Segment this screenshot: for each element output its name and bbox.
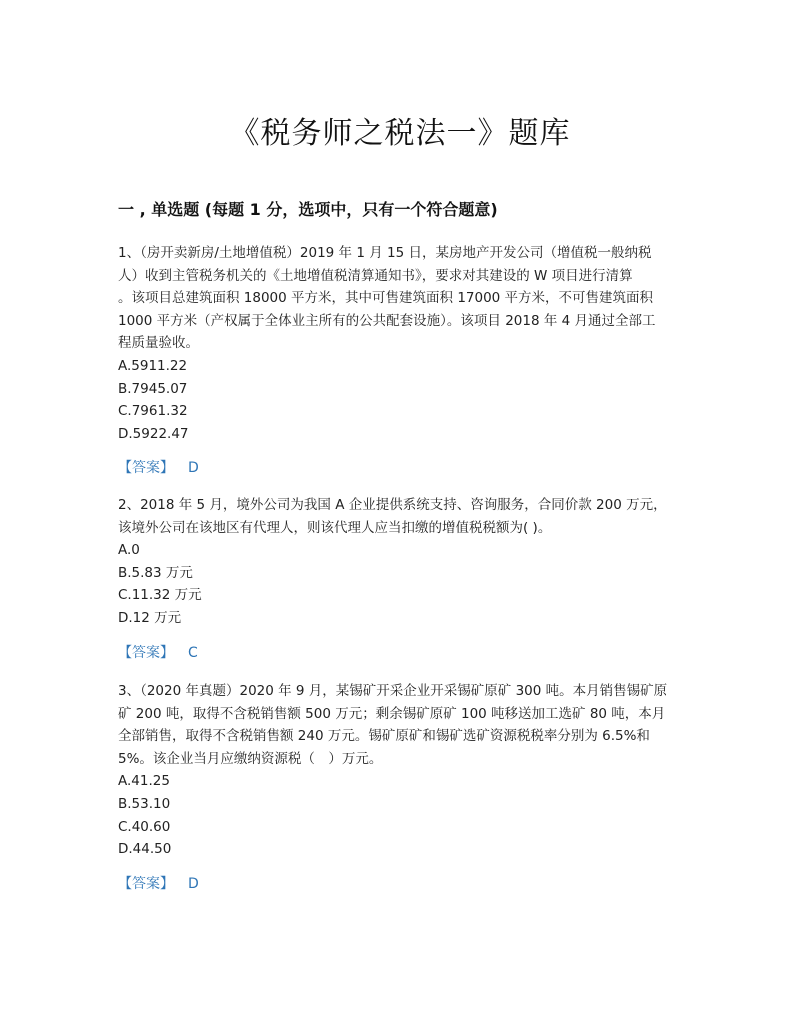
answer-label: 【答案】 bbox=[118, 875, 174, 892]
question-text-line: 人）收到主管税务机关的《土地增值税清算通知书》，要求对其建设的 W 项目进行清算 bbox=[118, 267, 633, 284]
answer-value: D bbox=[188, 460, 199, 477]
option: D.12 万元 bbox=[118, 609, 182, 626]
question-text-line: 3、（2020 年真题）2020 年 9 月，某锡矿开采企业开采锡矿原矿 300 吨。本月销售锡矿原 bbox=[118, 683, 668, 699]
question-text-line: 程质量验收。 bbox=[118, 335, 199, 352]
option: D.5922.47 bbox=[118, 425, 189, 442]
option: D.44.50 bbox=[118, 841, 172, 858]
option: A.41.25 bbox=[118, 773, 170, 790]
option: B.5.83 万元 bbox=[118, 564, 193, 581]
option: A.0 bbox=[118, 542, 140, 559]
question-text-line: 全部销售，取得不含税销售额 240 万元。锡矿原矿和锡矿选矿资源税税率分别为 6.5%和 bbox=[118, 728, 650, 745]
question-text-line: 1000 平方米（产权属于全体业主所有的公共配套设施）。该项目 2018 年 4 月通过全部工 bbox=[118, 312, 656, 329]
question-3 bbox=[118, 680, 698, 895]
answer-label: 【答案】 bbox=[118, 460, 174, 477]
question-text-line: 1、（房开卖新房/土地增值税）2019 年 1 月 15 日，某房地产开发公司（增值税一般纳税 bbox=[118, 245, 652, 261]
section-heading: 一 , 单选题 (每题 1 分，选项中，只有一个符合题意) bbox=[118, 200, 498, 219]
option: C.11.32 万元 bbox=[118, 587, 202, 604]
answer bbox=[118, 457, 698, 480]
question-text-line: 5%。该企业当月应缴纳资源税（ ）万元。 bbox=[118, 750, 383, 767]
question-text-line: 2、2018 年 5 月，境外公司为我国 A 企业提供系统支持、咨询服务，合同价款 200 万元， bbox=[118, 497, 667, 513]
answer-value: C bbox=[188, 644, 198, 661]
option: C.7961.32 bbox=[118, 403, 188, 420]
question-1 bbox=[118, 242, 698, 480]
document-title: 《税务师之税法一》题库 bbox=[229, 116, 571, 151]
answer-value: D bbox=[188, 875, 199, 892]
answer bbox=[118, 873, 698, 896]
option: C.40.60 bbox=[118, 818, 171, 835]
option: B.53.10 bbox=[118, 795, 171, 812]
option: A.5911.22 bbox=[118, 357, 188, 374]
answer bbox=[118, 642, 698, 665]
question-text-line: 矿 200 吨，取得不含税销售额 500 万元；剩余锡矿原矿 100 吨移送加工选矿 80 吨，本月 bbox=[118, 705, 666, 722]
option: B.7945.07 bbox=[118, 380, 188, 397]
answer-label: 【答案】 bbox=[118, 644, 174, 661]
question-text-line: 该境外公司在该地区有代理人，则该代理人应当扣缴的增值税税额为( )。 bbox=[118, 519, 552, 536]
question-2 bbox=[118, 494, 698, 664]
question-text-line: 。该项目总建筑面积 18000 平方米，其中可售建筑面积 17000 平方米，不可售建筑面积 bbox=[118, 290, 654, 307]
